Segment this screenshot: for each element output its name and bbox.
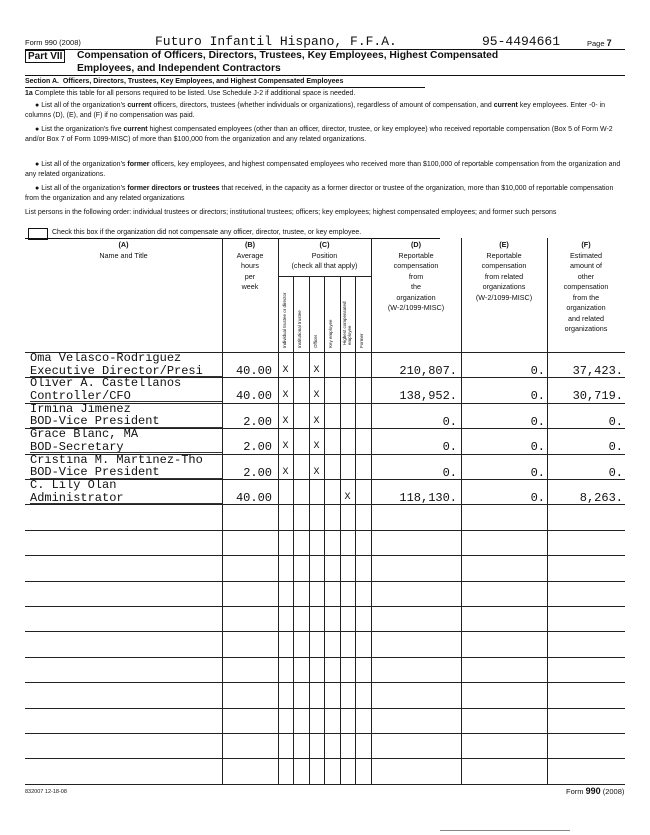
col-b-label2: hours — [241, 261, 259, 270]
col-c-sub-divider — [293, 276, 294, 784]
row-rule — [25, 530, 625, 531]
col-c-sub-institutional-trustee: Institutional trustee — [297, 310, 302, 348]
bullet4-pre: List all of the organization's — [41, 185, 128, 192]
average-hours: 40.00 — [235, 364, 272, 378]
footer-code: 832007 12-18-08 — [25, 789, 67, 795]
page-number: 7 — [606, 38, 612, 48]
col-f-letter: (F) — [581, 240, 591, 249]
section-a-rule — [25, 87, 425, 88]
average-hours: 2.00 — [243, 414, 272, 429]
col-f-label5: from the — [572, 292, 600, 302]
reportable-comp-related: 0. — [530, 389, 545, 404]
col-e-label4: organizations — [482, 282, 526, 291]
bullet2-pre: List the organization's five — [41, 126, 124, 133]
bullet1-mid: officers, directors, trustees (whether individuals or organizations), regardless of amount of compensation, and — [151, 102, 494, 109]
col-divider-c-d — [371, 238, 372, 784]
footer-form-number: 990 — [585, 786, 601, 796]
bullet1-post: key employees. Enter -0- in columns (D), (E), and (F) if no compensation was paid. — [25, 102, 606, 119]
col-a-header — [25, 240, 222, 261]
col-c-sub-divider — [340, 276, 341, 784]
row-rule — [25, 682, 625, 683]
position-check-mark: X — [282, 390, 289, 402]
col-e-label5: (W-2/1099-MISC) — [475, 292, 533, 302]
bullet3-bold: former — [127, 161, 150, 168]
part-title-line2: Employees, and Independent Contractors — [77, 63, 281, 74]
position-check-mark: X — [344, 492, 351, 503]
col-c-sub-divider — [324, 276, 325, 784]
col-c-sub-highest-compensated: Highest compensated employee — [342, 301, 352, 345]
part-title-line1: Compensation of Officers, Directors, Trustees, Key Employees, Highest Compensated — [77, 50, 499, 61]
col-f-label2: amount of — [570, 261, 602, 270]
no-compensation-checkbox-label: Check this box if the organization did not compensate any officer, director, trustee, or key employee. — [52, 229, 362, 236]
footer-form-label — [566, 786, 624, 796]
reportable-comp-org: 0. — [442, 465, 457, 480]
organization-name: Futuro Infantil Hispano, F.F.A. — [155, 34, 397, 49]
reportable-comp-org: 138,952. — [399, 389, 457, 404]
col-b-label4: week — [241, 282, 259, 291]
row-rule — [25, 784, 625, 785]
col-c-label2: (check all that apply) — [291, 261, 358, 270]
row-rule — [25, 758, 625, 759]
average-hours: 40.00 — [235, 491, 272, 505]
bullet1-bold1: current — [127, 102, 152, 109]
col-d-header — [371, 240, 461, 314]
part-label: Part VII — [25, 50, 65, 63]
col-f-label4: compensation — [563, 282, 609, 291]
col-f-header — [547, 240, 625, 335]
col-c-sub-divider — [309, 276, 310, 784]
col-c-sub-individual-trustee: Individual trustee or director — [282, 292, 287, 348]
position-check-mark: X — [313, 466, 320, 478]
checkbox-rule — [25, 238, 440, 239]
scan-artifact-line — [440, 830, 570, 831]
col-c-sub-key-employee: Key employee — [328, 319, 333, 348]
col-e-header — [461, 240, 547, 303]
col-c-sub-officer: Officer — [313, 334, 318, 348]
bullet4-bold: former directors or trustees — [127, 185, 220, 192]
col-d-label4: the — [411, 282, 421, 291]
row-rule — [25, 733, 625, 734]
person-title: BOD-Secretary — [30, 439, 124, 454]
col-e-letter: (E) — [499, 240, 509, 249]
col-d-label6: (W-2/1099-MISC) — [387, 303, 445, 312]
other-compensation: 0. — [608, 465, 623, 480]
title-underline — [30, 503, 222, 504]
part-rule — [25, 75, 625, 76]
row-rule — [25, 708, 625, 709]
reportable-comp-related: 0. — [530, 491, 545, 505]
person-name: Oliver A. Castellanos — [30, 376, 182, 391]
position-check-mark: X — [313, 441, 320, 453]
person-title: BOD-Vice President — [30, 465, 160, 480]
col-b-label1: Average — [236, 250, 264, 260]
row-rule — [25, 631, 625, 632]
section-a-label: Section A. — [25, 78, 59, 85]
footer-form-year: (2008) — [602, 787, 625, 796]
average-hours: 40.00 — [235, 389, 272, 404]
bullet3-post: officers, key employees, and highest compensated employees who received more than $100,000 of reportable compensation from the organization and any related organizations. — [25, 161, 621, 178]
col-divider-d-e — [461, 238, 462, 784]
col-b-letter: (B) — [245, 240, 255, 249]
col-e-label2: compensation — [481, 261, 527, 270]
position-check-mark: X — [282, 415, 289, 427]
person-title: BOD-Vice President — [30, 414, 160, 429]
reportable-comp-org: 118,130. — [399, 491, 457, 505]
form-label: Form 990 (2008) — [25, 38, 81, 47]
average-hours: 2.00 — [243, 465, 272, 480]
reportable-comp-related: 0. — [530, 414, 545, 429]
person-name: Oma Velasco-Rodriguez — [30, 351, 182, 365]
col-c-header — [278, 240, 371, 272]
person-name: Grace Blanc, MA — [30, 427, 139, 442]
row-rule — [25, 657, 625, 658]
col-d-label5: organization — [396, 292, 436, 302]
instruction-bullet-3: ● List all of the organization's former officers, key employees, and highest compensated employees who received more than $100,000 of reportable compensation from the organization and any related organizations. — [25, 161, 621, 178]
other-compensation: 0. — [608, 414, 623, 429]
other-compensation: 37,423. — [572, 364, 623, 378]
row-rule — [25, 606, 625, 607]
order-note: List persons in the following order: individual trustees or directors; institutional trustees; officers; key employees; highest compensated employees; and former such persons — [25, 209, 557, 216]
reportable-comp-related: 0. — [530, 440, 545, 455]
col-d-label2: compensation — [393, 261, 439, 270]
col-c-letter: (C) — [319, 240, 330, 249]
position-check-mark: X — [313, 390, 320, 402]
page-label — [587, 38, 612, 48]
col-f-label6: organization — [566, 303, 606, 312]
position-check-mark: X — [313, 365, 320, 376]
bullet1-pre: List all of the organization's — [41, 102, 128, 109]
page-prefix: Page — [587, 39, 605, 48]
position-check-mark: X — [313, 415, 320, 427]
other-compensation: 8,263. — [579, 491, 623, 505]
col-c-sub-divider — [355, 276, 356, 784]
bullet2-bold: current — [123, 126, 148, 133]
col-e-label3: from related — [484, 271, 524, 281]
instruction-bullet-1: ● List all of the organization's current officers, directors, trustees (whether individuals or organizations), regardless of amount of compensation, and current key employees. Enter -0- in columns (D), (E), and (F) if no compensation was paid. — [25, 102, 606, 119]
position-check-mark: X — [282, 365, 289, 376]
line-1a-num: 1a — [25, 90, 33, 97]
col-c-sub-former: Former — [359, 333, 364, 348]
row-rule — [25, 581, 625, 582]
col-divider-b-c — [278, 238, 279, 784]
col-a-letter: (A) — [118, 240, 129, 249]
instruction-bullet-2: ● List the organization's five current highest compensated employees (other than an officer, director, trustee, or key employee) who received reportable compensation (Box 5 of Form W-2 and/or Box 7 of Form 1099-MISC) of more than $100,000 from the organization and any related organizations. — [25, 126, 613, 143]
person-title: Administrator — [30, 490, 124, 505]
instruction-bullet-4: ● List all of the organization's former directors or trustees that received, in the capacity as a former director or trustee of the organization, more than $10,000 of reportable compensation from the organization and any related organizations — [25, 185, 614, 202]
reportable-comp-related: 0. — [530, 465, 545, 480]
col-f-label1: Estimated — [570, 250, 602, 260]
other-compensation: 0. — [608, 440, 623, 455]
reportable-comp-org: 0. — [442, 414, 457, 429]
person-title: Controller/CFO — [30, 388, 131, 403]
person-name: Cristina M. Martinez-Tho — [30, 452, 203, 467]
row-rule — [25, 555, 625, 556]
bullet1-bold2: current — [493, 102, 518, 109]
footer-form-prefix: Form — [566, 787, 584, 796]
col-f-label7: and related — [568, 313, 604, 323]
line-1a-text: Complete this table for all persons required to be listed. Use Schedule J-2 if additional space is needed. — [34, 90, 356, 97]
instruction-1a — [25, 89, 625, 99]
reportable-comp-related: 0. — [530, 364, 545, 378]
col-c-label1: Position — [311, 250, 338, 260]
person-name: C. Lily Olan — [30, 478, 117, 492]
col-a-label: Name and Title — [99, 250, 148, 260]
col-d-label1: Reportable — [398, 250, 434, 260]
person-title: Executive Director/Presi — [30, 363, 203, 378]
section-a-heading — [25, 78, 343, 85]
bullet3-pre: List all of the organization's — [41, 161, 128, 168]
col-f-label3: other — [577, 271, 595, 281]
reportable-comp-org: 210,807. — [399, 364, 457, 378]
col-b-header — [222, 240, 278, 293]
bullet2-post: highest compensated employees (other than an officer, director, trustee, or key employee) who received reportable compensation (Box 5 of Form W-2 and/or Box 7 of Form 1099-MISC) of more than $100,000 from the organization and any related organizations. — [25, 126, 613, 143]
col-f-label8: organizations — [564, 324, 608, 333]
other-compensation: 30,719. — [572, 389, 623, 404]
person-name: Irmina Jimenez — [30, 401, 131, 416]
col-d-label3: from — [408, 271, 424, 281]
section-a-title: Officers, Directors, Trustees, Key Employees, and Highest Compensated Employees — [62, 78, 344, 85]
average-hours: 2.00 — [243, 440, 272, 455]
ein: 95-4494661 — [482, 34, 561, 49]
col-e-label1: Reportable — [486, 250, 522, 260]
bullet4-post: that received, in the capacity as a former director or trustee of the organization, more than $10,000 of reportable compensation from the organization and any related organizations — [25, 185, 614, 202]
position-check-mark: X — [282, 466, 289, 478]
col-b-label3: per — [244, 271, 256, 281]
reportable-comp-org: 0. — [442, 440, 457, 455]
position-check-mark: X — [282, 441, 289, 453]
col-divider-a-b — [222, 238, 223, 784]
part-title — [77, 49, 617, 75]
col-d-letter: (D) — [411, 240, 421, 249]
